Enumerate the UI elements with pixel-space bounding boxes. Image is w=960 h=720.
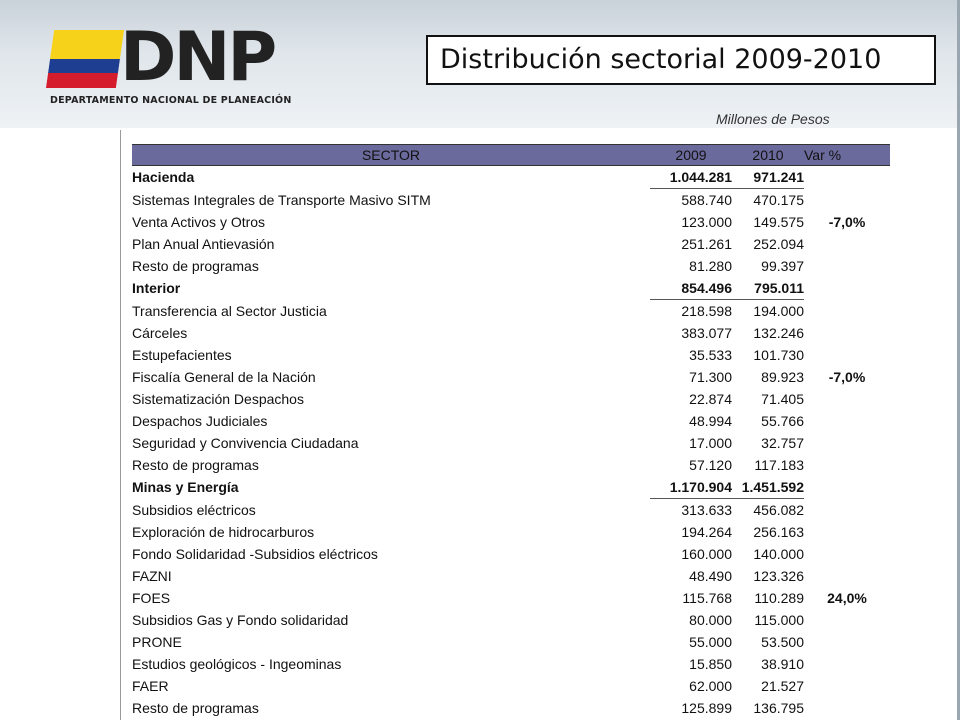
value-2009: 383.077 [681, 325, 732, 341]
colombia-flag-logo [46, 30, 124, 88]
table-row [132, 587, 890, 609]
dnp-logo-subtitle: DEPARTAMENTO NACIONAL DE PLANEACIÓN [50, 95, 292, 106]
program-name: Subsidios eléctricos [132, 501, 256, 518]
program-name: Estupefacientes [132, 347, 232, 363]
program-name: Plan Anual Antievasión [132, 236, 275, 252]
sector-row [132, 476, 890, 499]
value-2010: 123.326 [753, 568, 804, 584]
program-name: FOES [132, 590, 171, 606]
table-row [132, 653, 890, 675]
table-row [132, 255, 890, 277]
value-2009: 80.000 [689, 612, 732, 628]
table-row [132, 388, 890, 410]
value-2009: 1.170.904 [650, 476, 732, 499]
value-2009: 71.300 [689, 369, 732, 385]
value-2010: 470.175 [753, 192, 804, 208]
program-name: Sistematización Despachos [132, 391, 304, 407]
table-row [132, 565, 890, 587]
value-2009: 35.533 [689, 347, 732, 363]
program-name: FAER [132, 678, 169, 694]
table-body [132, 166, 890, 720]
table-row [132, 344, 890, 366]
table-row [132, 675, 890, 697]
table-row [132, 300, 890, 323]
program-name: Resto de programas [132, 700, 259, 716]
title-box [426, 35, 936, 85]
value-2009: 218.598 [681, 303, 732, 319]
value-2010: 32.757 [761, 435, 804, 451]
value-2010: 971.241 [732, 166, 804, 189]
program-name: Resto de programas [132, 457, 259, 473]
table-row [132, 410, 890, 432]
column-header-var: Var % [804, 145, 890, 166]
program-name: Estudios geológicos - Ingeominas [132, 656, 342, 672]
program-name: Transferencia al Sector Justicia [132, 302, 327, 319]
program-name: Sistemas Integrales de Transporte Masivo SITM [132, 191, 431, 208]
value-2009: 15.850 [689, 656, 732, 672]
value-2010: 110.289 [754, 590, 804, 606]
table-row [132, 366, 890, 388]
table-row [132, 697, 890, 719]
table-row [132, 432, 890, 454]
sector-name: Interior [132, 280, 181, 297]
value-2009: 125.899 [681, 700, 732, 716]
var-percent: -7,0% [828, 213, 866, 230]
value-2009: 854.496 [650, 277, 732, 300]
table-row [132, 211, 890, 233]
table-header-row [132, 145, 890, 166]
table-row [132, 609, 890, 631]
value-2010: 1.451.592 [732, 476, 804, 499]
sector-name: Minas y Energía [132, 479, 239, 496]
table-row [132, 454, 890, 476]
value-2009: 62.000 [689, 678, 732, 694]
value-2009: 22.874 [689, 391, 732, 407]
column-header-2010: 2010 [732, 145, 804, 166]
column-header-2009: 2009 [650, 145, 732, 166]
value-2010: 55.766 [761, 413, 804, 429]
units-label: Millones de Pesos [716, 111, 830, 127]
page-title: Distribución sectorial 2009-2010 [440, 44, 882, 75]
value-2010: 252.094 [753, 236, 804, 252]
program-name: Resto de programas [132, 258, 259, 274]
value-2010: 117.183 [754, 457, 804, 473]
value-2009: 55.000 [689, 634, 732, 650]
value-2009: 588.740 [681, 192, 732, 208]
sector-table [132, 144, 890, 719]
value-2010: 132.246 [753, 325, 804, 341]
program-name: Exploración de hidrocarburos [132, 524, 315, 540]
value-2009: 313.633 [681, 502, 732, 518]
sector-name: Hacienda [132, 169, 195, 186]
program-name: Fiscalía General de la Nación [132, 369, 316, 385]
value-2010: 115.000 [754, 612, 804, 628]
program-name: Venta Activos y Otros [132, 214, 266, 230]
value-2009: 251.261 [681, 236, 732, 252]
program-name: Cárceles [132, 325, 188, 341]
value-2010: 99.397 [761, 258, 804, 274]
sector-row [132, 277, 890, 300]
table-row [132, 631, 890, 653]
value-2010: 256.163 [753, 524, 804, 540]
value-2010: 21.527 [761, 678, 804, 694]
program-name: Despachos Judiciales [132, 413, 268, 429]
table-row [132, 521, 890, 543]
table-row [132, 322, 890, 344]
var-percent: -7,0% [828, 368, 866, 385]
var-percent: 24,0% [827, 589, 867, 606]
program-name: Fondo Solidaridad -Subsidios eléctricos [132, 546, 378, 562]
header-band [0, 0, 960, 128]
value-2010: 149.575 [753, 214, 804, 230]
value-2009: 194.264 [681, 524, 732, 540]
value-2009: 48.994 [689, 413, 732, 429]
value-2010: 71.405 [761, 391, 804, 407]
table-row [132, 233, 890, 255]
value-2010: 194.000 [753, 303, 804, 319]
value-2010: 140.000 [753, 546, 804, 562]
value-2010: 89.923 [761, 369, 804, 385]
value-2009: 57.120 [689, 457, 732, 473]
value-2010: 53.500 [761, 634, 804, 650]
program-name: PRONE [132, 634, 182, 650]
value-2009: 160.000 [681, 546, 732, 562]
value-2010: 456.082 [753, 502, 804, 518]
program-name: Subsidios Gas y Fondo solidaridad [132, 612, 349, 628]
value-2010: 795.011 [732, 277, 804, 300]
value-2009: 115.768 [682, 590, 732, 606]
value-2010: 136.795 [753, 700, 804, 716]
table-row [132, 499, 890, 522]
value-2010: 38.910 [761, 656, 804, 672]
table-row [132, 543, 890, 565]
column-header-sector: SECTOR [132, 145, 650, 166]
value-2010: 101.730 [753, 347, 804, 363]
value-2009: 123.000 [681, 214, 732, 230]
value-2009: 48.490 [689, 568, 732, 584]
sector-row [132, 166, 890, 189]
value-2009: 17.000 [689, 435, 732, 451]
value-2009: 1.044.281 [650, 166, 732, 189]
program-name: FAZNI [132, 568, 172, 584]
program-name: Seguridad y Convivencia Ciudadana [132, 435, 359, 451]
table-row [132, 189, 890, 212]
value-2009: 81.280 [689, 258, 732, 274]
dnp-logo-text: DNP [120, 18, 275, 97]
